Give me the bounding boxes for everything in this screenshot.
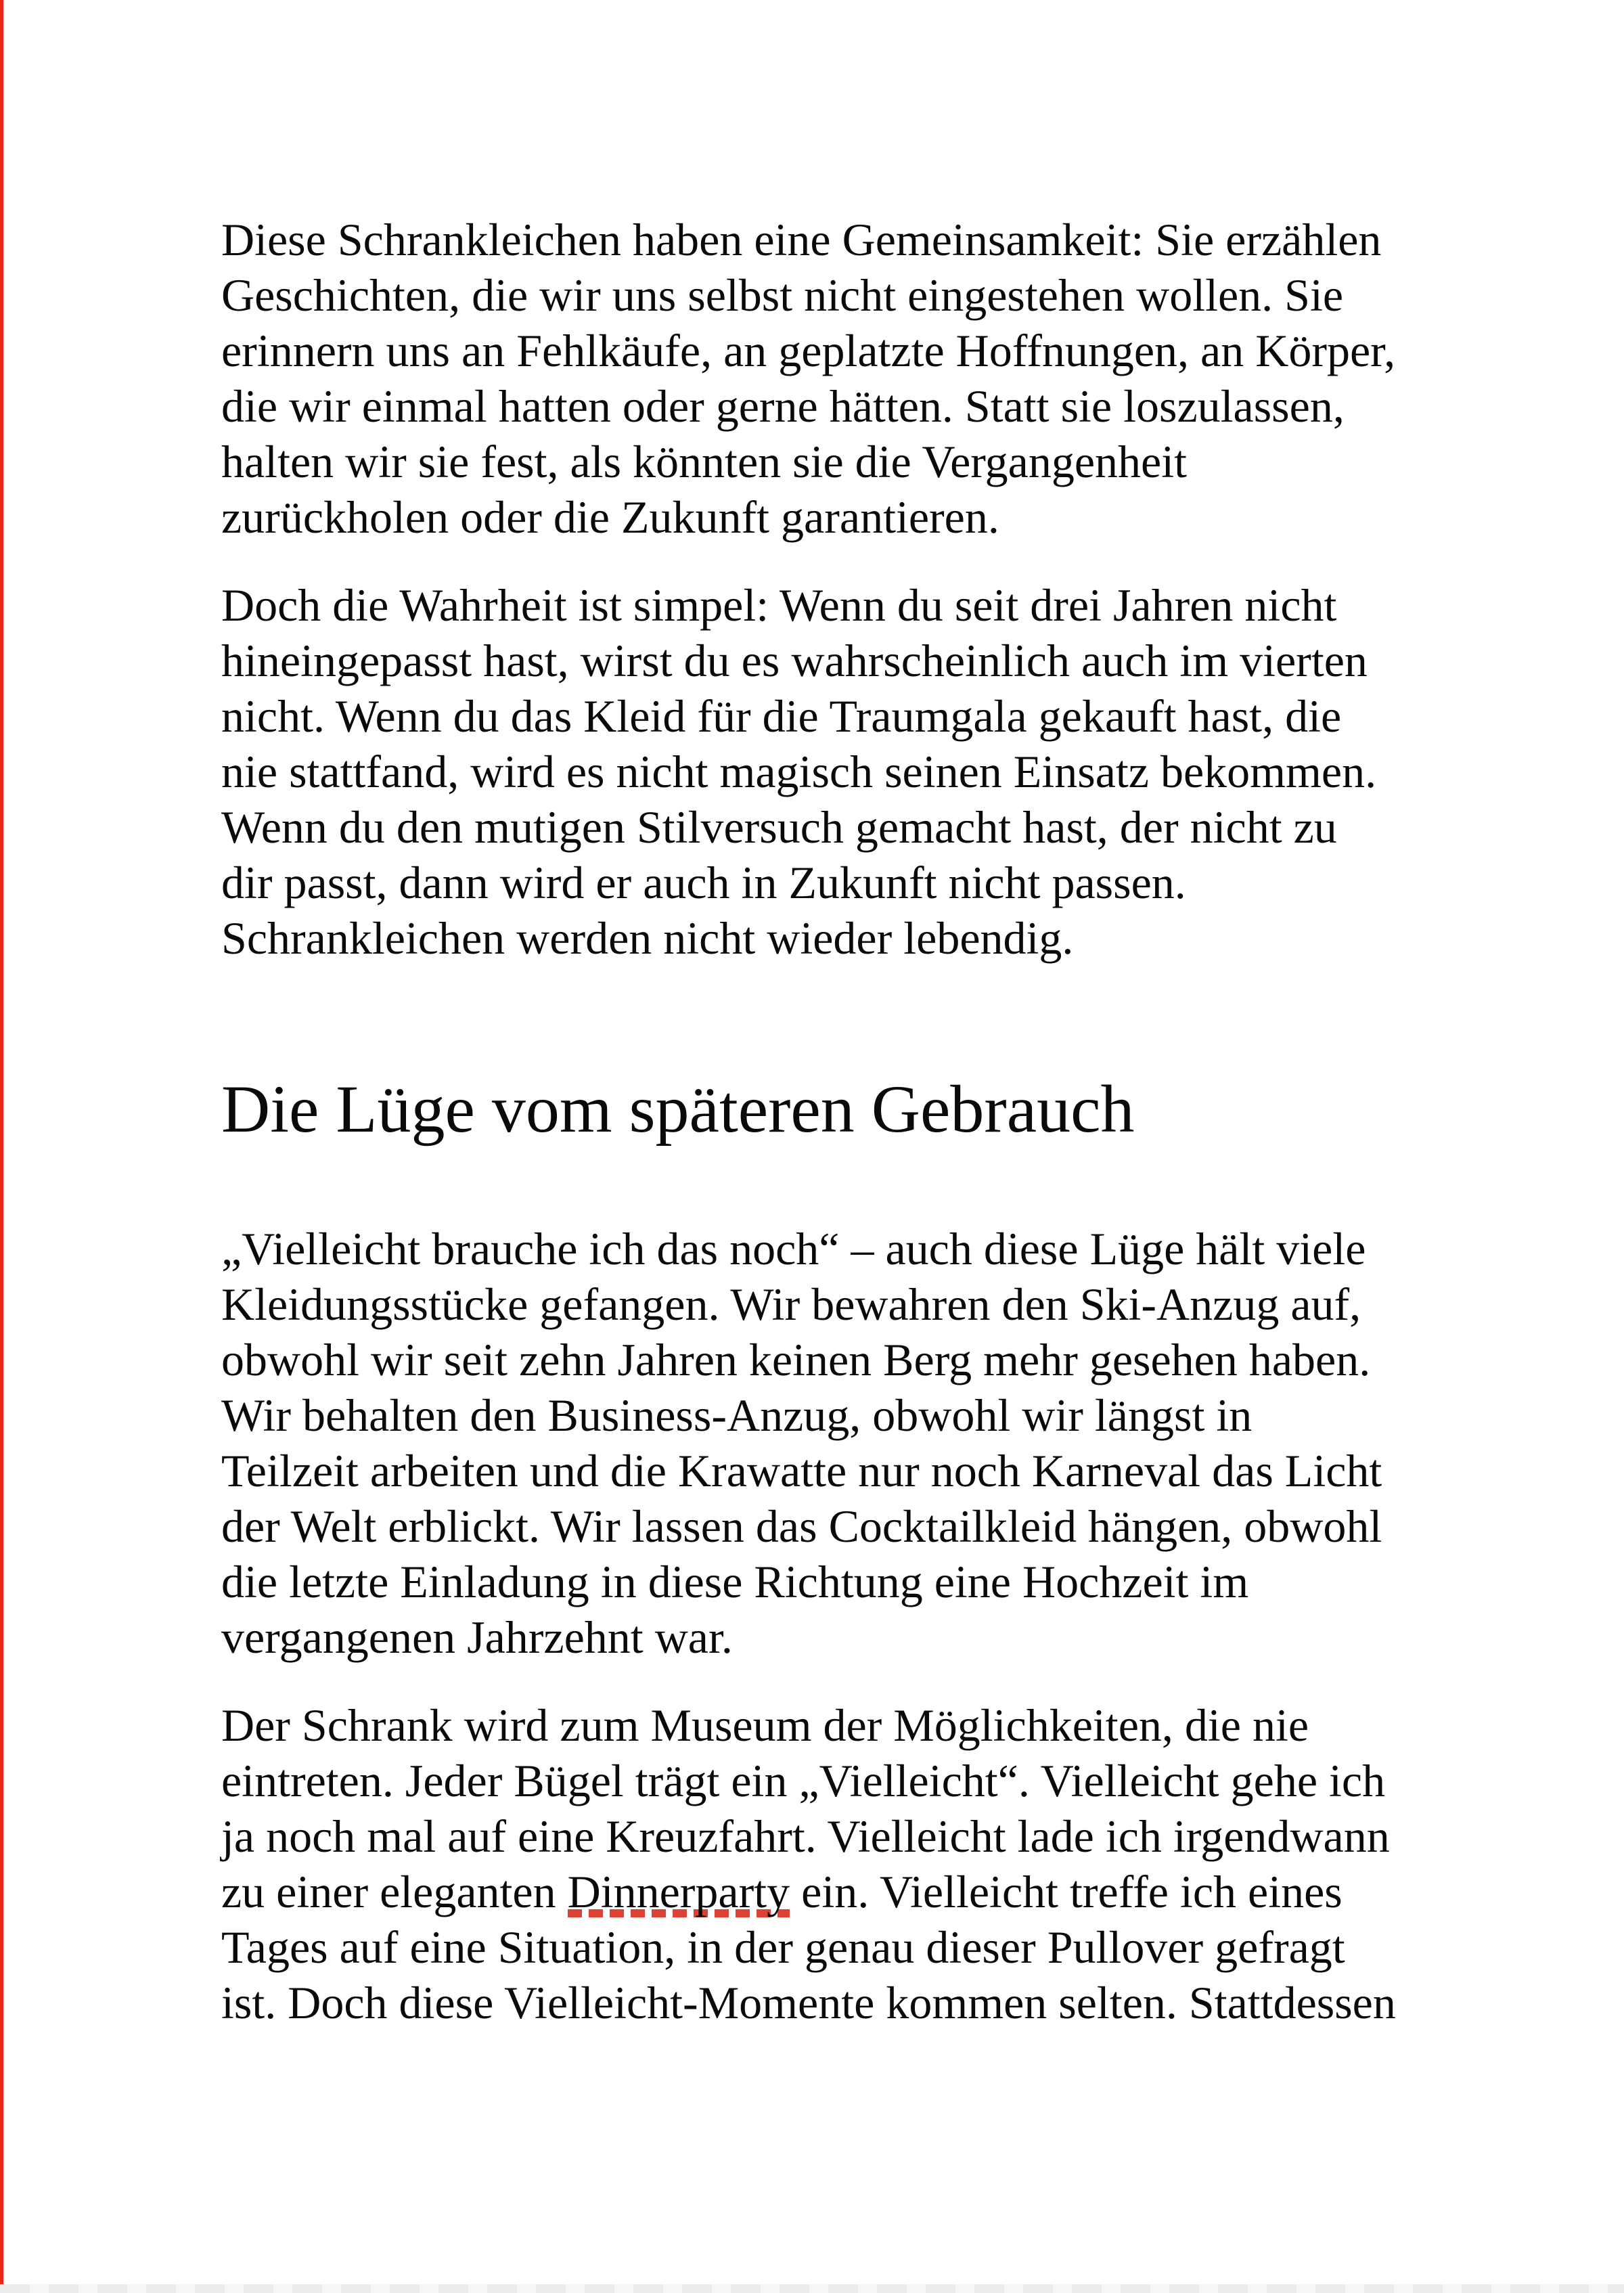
text-run: Teilzeit arbeiten und die Krawatte nur noch Karneval das Licht [221, 1445, 1382, 1496]
text-line [221, 267, 1453, 323]
text-run: Kleidungsstücke gefangen. Wir bewahren den Ski-Anzug auf, [221, 1278, 1361, 1330]
text-run: nie stattfand, wird es nicht magisch seinen Einsatz bekommen. [221, 746, 1377, 797]
text-run: dir passt, dann wird er auch in Zukunft nicht passen. [221, 857, 1186, 908]
text-line [221, 1332, 1453, 1387]
text-line [221, 1276, 1453, 1332]
text-run: zurückholen oder die Zukunft garantieren. [221, 491, 999, 543]
text-line [221, 1554, 1453, 1609]
text-line [221, 434, 1453, 489]
text-run: ist. Doch diese Vielleicht-Momente kommen selten. Stattdessen [221, 1977, 1396, 2028]
text-run: Der Schrank wird zum Museum der Möglichkeiten, die nie [221, 1699, 1309, 1751]
text-run: obwohl wir seit zehn Jahren keinen Berg mehr gesehen haben. [221, 1334, 1371, 1385]
text-line [221, 323, 1453, 378]
page-bottom-edge [0, 2284, 1624, 2293]
spellcheck-word[interactable]: Dinnerparty [567, 1866, 790, 1917]
text-line [221, 1975, 1453, 2030]
paragraph [221, 577, 1453, 966]
text-run: hineingepasst hast, wirst du es wahrscheinlich auch im vierten [221, 635, 1368, 686]
document-body [221, 212, 1453, 2063]
text-run: Schrankleichen werden nicht wieder lebendig. [221, 912, 1074, 964]
paragraph [221, 1697, 1453, 2030]
text-line [221, 744, 1453, 799]
text-line [221, 1753, 1453, 1808]
text-line [221, 1221, 1453, 1276]
text-run: eintreten. Jeder Bügel trägt ein „Vielleicht“. Vielleicht gehe ich [221, 1755, 1386, 1806]
text-line [221, 489, 1453, 545]
text-run: Diese Schrankleichen haben eine Gemeinsamkeit: Sie erzählen [221, 214, 1382, 265]
text-line [221, 1808, 1453, 1864]
text-run: die wir einmal hatten oder gerne hätten. Statt sie loszulassen, [221, 380, 1345, 432]
text-run: ja noch mal auf eine Kreuzfahrt. Vielleicht lade ich irgendwann [221, 1810, 1390, 1862]
text-line [221, 688, 1453, 744]
text-run: ein. Vielleicht treffe ich eines [790, 1866, 1343, 1917]
text-run: Wenn du den mutigen Stilversuch gemacht hast, der nicht zu [221, 801, 1337, 853]
text-line [221, 1609, 1453, 1665]
text-line [221, 378, 1453, 434]
left-edge-accent-line [0, 0, 3, 2293]
text-run: zu einer eleganten [221, 1866, 568, 1917]
text-line [221, 577, 1453, 633]
text-line [221, 633, 1453, 688]
text-run: Tages auf eine Situation, in der genau dieser Pullover gefragt [221, 1921, 1345, 1973]
text-line [221, 212, 1453, 267]
text-run: „Vielleicht brauche ich das noch“ – auch diese Lüge hält viele [221, 1223, 1366, 1274]
paragraph [221, 1221, 1453, 1665]
text-line [221, 1697, 1453, 1753]
text-run: Doch die Wahrheit ist simpel: Wenn du seit drei Jahren nicht [221, 579, 1337, 631]
section-heading: Die Lüge vom späteren Gebrauch [221, 1071, 1135, 1146]
text-line [221, 799, 1453, 855]
text-run: Wir behalten den Business-Anzug, obwohl wir längst in [221, 1389, 1253, 1441]
text-line [221, 1443, 1453, 1498]
text-run: die letzte Einladung in diese Richtung eine Hochzeit im [221, 1556, 1249, 1607]
paragraph [221, 212, 1453, 545]
text-run: nicht. Wenn du das Kleid für die Traumgala gekauft hast, die [221, 690, 1342, 742]
text-run: Geschichten, die wir uns selbst nicht eingestehen wollen. Sie [221, 269, 1344, 321]
text-line [221, 910, 1453, 966]
text-line [221, 1387, 1453, 1443]
text-line [221, 855, 1453, 910]
text-run: der Welt erblickt. Wir lassen das Cocktailkleid hängen, obwohl [221, 1500, 1382, 1552]
text-line [221, 1919, 1453, 1975]
text-line [221, 1498, 1453, 1554]
text-run: halten wir sie fest, als könnten sie die Vergangenheit [221, 436, 1188, 487]
text-line [221, 1864, 1453, 1919]
text-run: erinnern uns an Fehlkäufe, an geplatzte Hoffnungen, an Körper, [221, 325, 1396, 376]
text-run: vergangenen Jahrzehnt war. [221, 1611, 733, 1663]
